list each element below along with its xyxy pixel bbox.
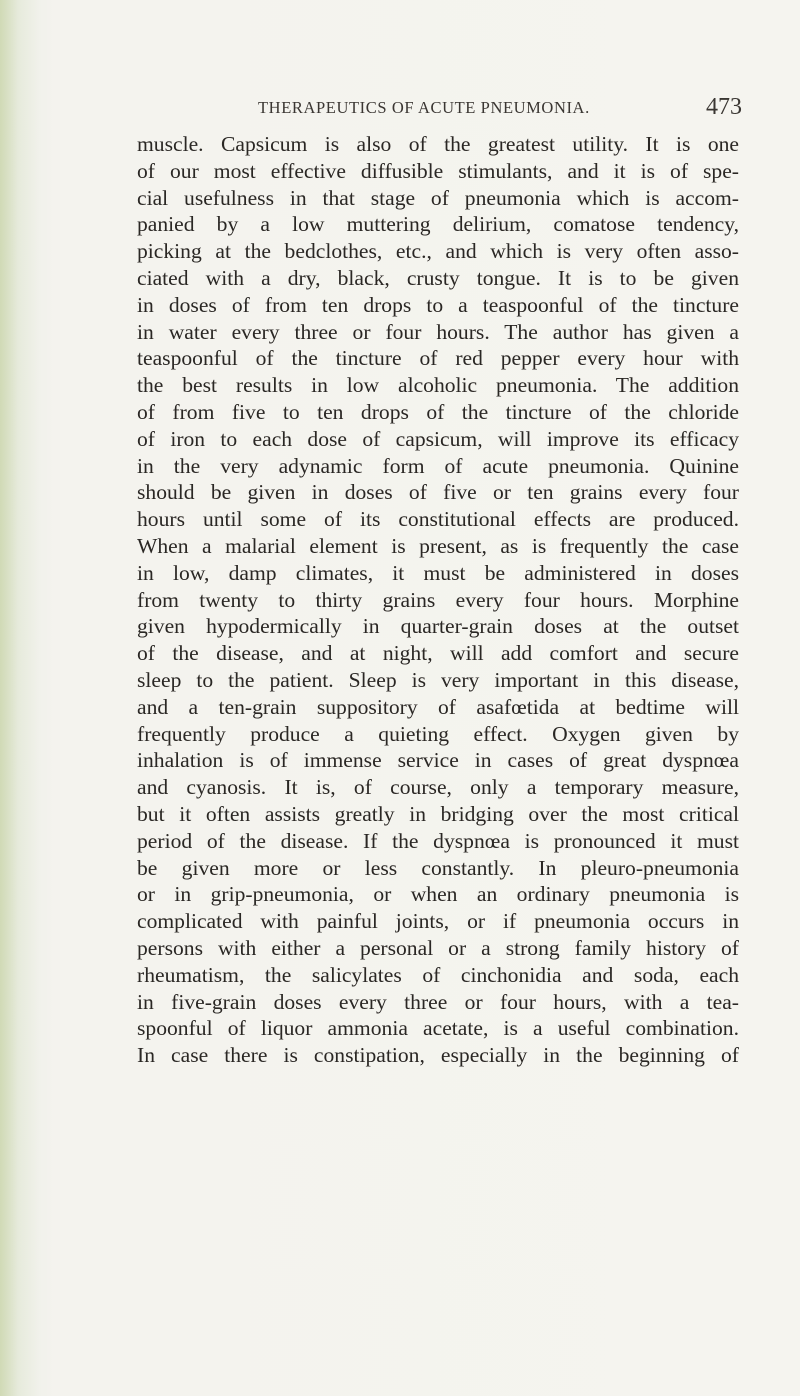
text-line: of the disease, and at night, will add comfort and secure <box>137 641 739 666</box>
text-line: sleep to the patient. Sleep is very important in this disease, <box>137 667 739 692</box>
text-line: given hypodermically in quarter-grain doses at the outset <box>137 614 739 639</box>
body-text <box>137 131 739 1069</box>
text-line: or in grip-pneumonia, or when an ordinary pneumonia is <box>137 882 739 907</box>
running-title: THERAPEUTICS OF ACUTE PNEUMONIA. <box>258 98 590 117</box>
text-line: but it often assists greatly in bridging over the most critical <box>137 801 739 826</box>
text-line: and cyanosis. It is, of course, only a temporary measure, <box>137 775 739 800</box>
text-line: picking at the bedclothes, etc., and which is very often asso- <box>137 239 739 264</box>
text-line: complicated with painful joints, or if pneumonia occurs in <box>137 909 739 934</box>
text-line: muscle. Capsicum is also of the greatest utility. It is one <box>137 132 739 156</box>
text-line: of from five to ten drops of the tincture of the chloride <box>137 399 739 424</box>
text-line: spoonful of liquor ammonia acetate, is a useful combination. <box>137 1016 739 1041</box>
text-line: in the very adynamic form of acute pneumonia. Quinine <box>137 453 739 478</box>
text-line: period of the disease. If the dyspnœa is pronounced it must <box>137 828 739 853</box>
text-line: in five-grain doses every three or four hours, with a tea- <box>137 989 739 1014</box>
text-line: in doses of from ten drops to a teaspoonful of the tincture <box>137 292 739 317</box>
text-line: teaspoonful of the tincture of red pepper every hour with <box>137 346 739 371</box>
text-line: persons with either a personal or a strong family history of <box>137 935 739 960</box>
text-line: When a malarial element is present, as is frequently the case <box>137 533 739 558</box>
text-line: hours until some of its constitutional effects are produced. <box>137 507 739 532</box>
text-line: inhalation is of immense service in cases of great dyspnœa <box>137 748 739 773</box>
text-line: frequently produce a quieting effect. Oxygen given by <box>137 721 739 746</box>
text-line: in low, damp climates, it must be administered in doses <box>137 560 739 585</box>
text-line: and a ten-grain suppository of asafœtida at bedtime will <box>137 694 739 719</box>
text-line: from twenty to thirty grains every four hours. Morphine <box>137 587 739 612</box>
text-line: of our most effective diffusible stimulants, and it is of spe- <box>137 158 739 183</box>
page-number: 473 <box>706 94 742 120</box>
text-line: in water every three or four hours. The author has given a <box>137 319 739 344</box>
text-line: rheumatism, the salicylates of cinchonidia and soda, each <box>137 962 739 987</box>
text-line: the best results in low alcoholic pneumonia. The addition <box>137 373 739 398</box>
text-line: ciated with a dry, black, crusty tongue. It is to be given <box>137 265 739 290</box>
text-line: should be given in doses of five or ten grains every four <box>137 480 739 505</box>
text-line: panied by a low muttering delirium, comatose tendency, <box>137 212 739 237</box>
running-head <box>0 94 800 124</box>
page-gutter-shadow <box>0 0 40 1396</box>
text-line: of iron to each dose of capsicum, will improve its efficacy <box>137 426 739 451</box>
text-line: be given more or less constantly. In pleuro-pneumonia <box>137 855 739 880</box>
text-line: In case there is constipation, especially in the beginning of <box>137 1043 739 1068</box>
text-line: cial usefulness in that stage of pneumonia which is accom- <box>137 185 739 210</box>
